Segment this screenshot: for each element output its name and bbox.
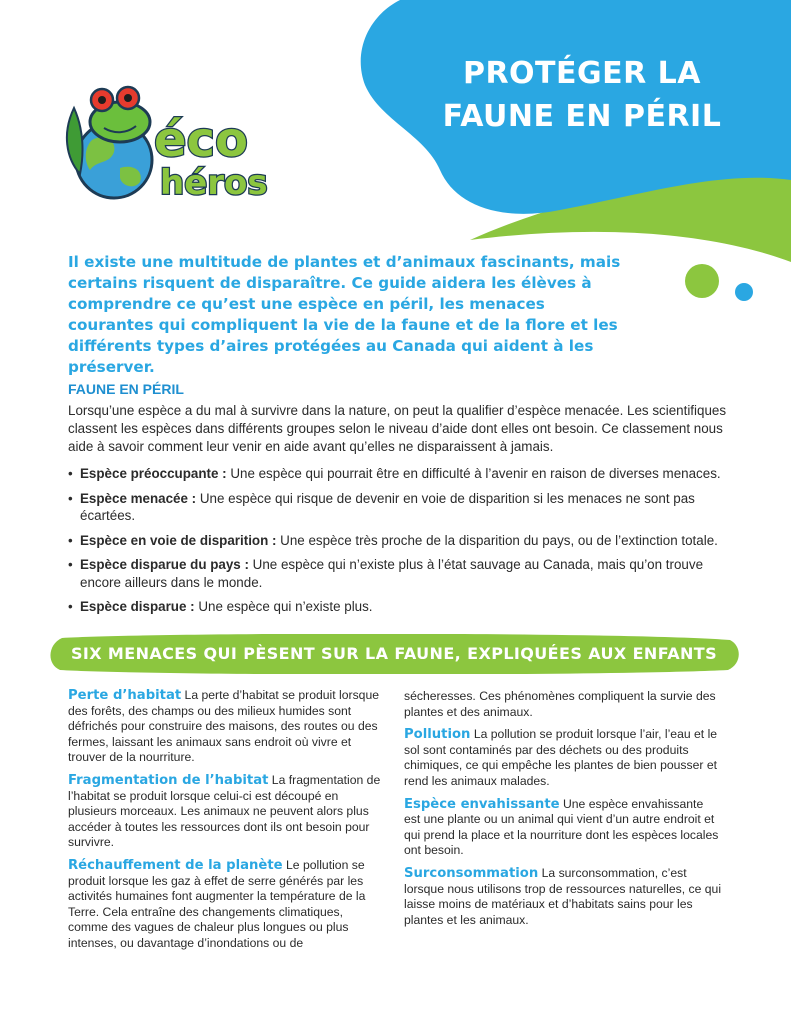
threat-item	[68, 688, 386, 766]
list-item-desc: Une espèce qui pourrait être en difficulté à l’avenir en raison de diverses menaces.	[226, 466, 721, 481]
threat-item	[404, 727, 722, 789]
bullet-icon: •	[68, 557, 73, 572]
threat-term: Pollution	[404, 727, 471, 743]
logo-word-eco: éco	[154, 112, 248, 168]
threat-term: Réchauffement de la planète	[68, 857, 283, 873]
threat-desc: La surconsommation, c’est lorsque nous utilisons trop de ressources naturelles, ce qui laisse moins de matériaux et d’habitats sains pour les plantes et les animaux.	[404, 865, 722, 927]
green-dot	[685, 264, 719, 298]
bullet-icon: •	[68, 532, 73, 548]
threat-item	[404, 866, 722, 928]
threat-term: Surconsommation	[404, 865, 539, 881]
logo-word-heros: héros	[160, 163, 268, 203]
threat-desc: La fragmentation de l’habitat se produit lorsque celui-ci est découpé en plusieurs morceaux. Les animaux ne peuvent alors plus accéder à toutes les ressources dont ils ont besoin pour survivre.	[68, 772, 381, 850]
title-line-2: FAUNE EN PÉRIL	[442, 99, 722, 134]
bullet-icon: •	[68, 599, 73, 614]
list-item-desc: Une espèce qui risque de devenir en voie de disparition si les menaces ne sont pas écartées.	[80, 490, 695, 523]
frog-pupil-left	[98, 96, 106, 104]
list-item-desc: Une espèce qui n’existe plus à l’état sauvage au Canada, mais qu’on trouve encore ailleurs dans le monde.	[80, 557, 704, 590]
list-item	[68, 598, 730, 616]
bullet-icon: •	[68, 490, 73, 506]
eco-heros-logo	[62, 78, 272, 208]
threats-column-right	[404, 689, 722, 935]
frog-pupil-right	[124, 94, 132, 102]
bullet-icon: •	[68, 466, 73, 481]
threats-banner-title: SIX MENACES QUI PÈSENT SUR LA FAUNE, EXPLIQUÉES AUX ENFANTS	[70, 644, 718, 663]
page-title	[412, 52, 752, 138]
list-item-desc: Une espèce qui n’existe plus.	[194, 599, 373, 614]
status-list	[68, 465, 730, 623]
list-item	[68, 556, 730, 591]
list-item-term: Espèce préoccupante :	[80, 466, 227, 481]
threat-desc: La perte d’habitat se produit lorsque des forêts, des champs ou des milieux humides sont défrichés pour construire des maisons, des routes ou des fermes, laissant les animaux sans endroit où vivre et trouver de la nourriture.	[68, 688, 379, 765]
list-item	[68, 490, 730, 525]
leaf-icon	[67, 108, 83, 174]
threat-term: Fragmentation de l’habitat	[68, 772, 269, 788]
list-item-term: Espèce disparue :	[80, 599, 195, 614]
section-paragraph: Lorsqu’une espèce a du mal à survivre dans la nature, on peut la qualifier d’espèce menacée. Les scientifiques classent les espèces dans différents groupes selon le niveau d’aide dont elles ont besoin. Ce classement nous aide à savoir comment leur venir en aide avant qu’elles ne disparaissent à jamais.	[68, 403, 727, 454]
threat-item	[68, 858, 386, 952]
threat-item	[68, 773, 386, 851]
title-line-1: PROTÉGER LA	[462, 56, 702, 91]
list-item-term: Espèce disparue du pays :	[80, 557, 249, 572]
list-item-term: Espèce en voie de disparition :	[80, 532, 277, 548]
list-item-desc: Une espèce très proche de la disparition du pays, ou de l’extinction totale.	[276, 532, 718, 548]
threat-desc: La pollution se produit lorsque l’air, l’eau et le sol sont contaminés par des déchets ou des produits chimiques, ce qui empêche les plantes de bien pousser et rend les animaux malades.	[404, 727, 718, 788]
threat-item	[404, 797, 722, 859]
threat-desc: Le pollution se produit lorsque les gaz à effet de serre générés par les activités humaines font augmenter la température de la Terre. Cela entraîne des changements climatiques, comme des vagues de chaleur plus longues ou plus intenses, ou davantage d’inondations ou de	[68, 857, 366, 950]
threat-desc: Une espèce envahissante est une plante ou un animal qui vient d’un autre endroit et qui prend la place et la nourriture dont les espèces locales ont besoin.	[404, 796, 719, 858]
threats-column-left	[68, 688, 386, 959]
section-title-faune: FAUNE EN PÉRIL	[68, 381, 184, 397]
list-item	[68, 465, 730, 483]
list-item-term: Espèce menacée :	[80, 490, 197, 506]
blue-dot	[735, 283, 753, 301]
threat-term: Espèce envahissante	[404, 796, 560, 812]
list-item	[68, 532, 730, 550]
threat-term: Perte d’habitat	[68, 688, 182, 703]
threat-continuation: sécheresses. Ces phénomènes compliquent la survie des plantes et des animaux.	[404, 689, 716, 719]
intro-paragraph: Il existe une multitude de plantes et d’animaux fascinants, mais certains risquent de disparaître. Ce guide aidera les élèves à comprendre ce qu’est une espèce en péril, les menaces courantes qui compliquent la vie de la faune et de la flore et les différents types d’aires protégées au Canada qui aident à les préserver.	[68, 253, 621, 376]
